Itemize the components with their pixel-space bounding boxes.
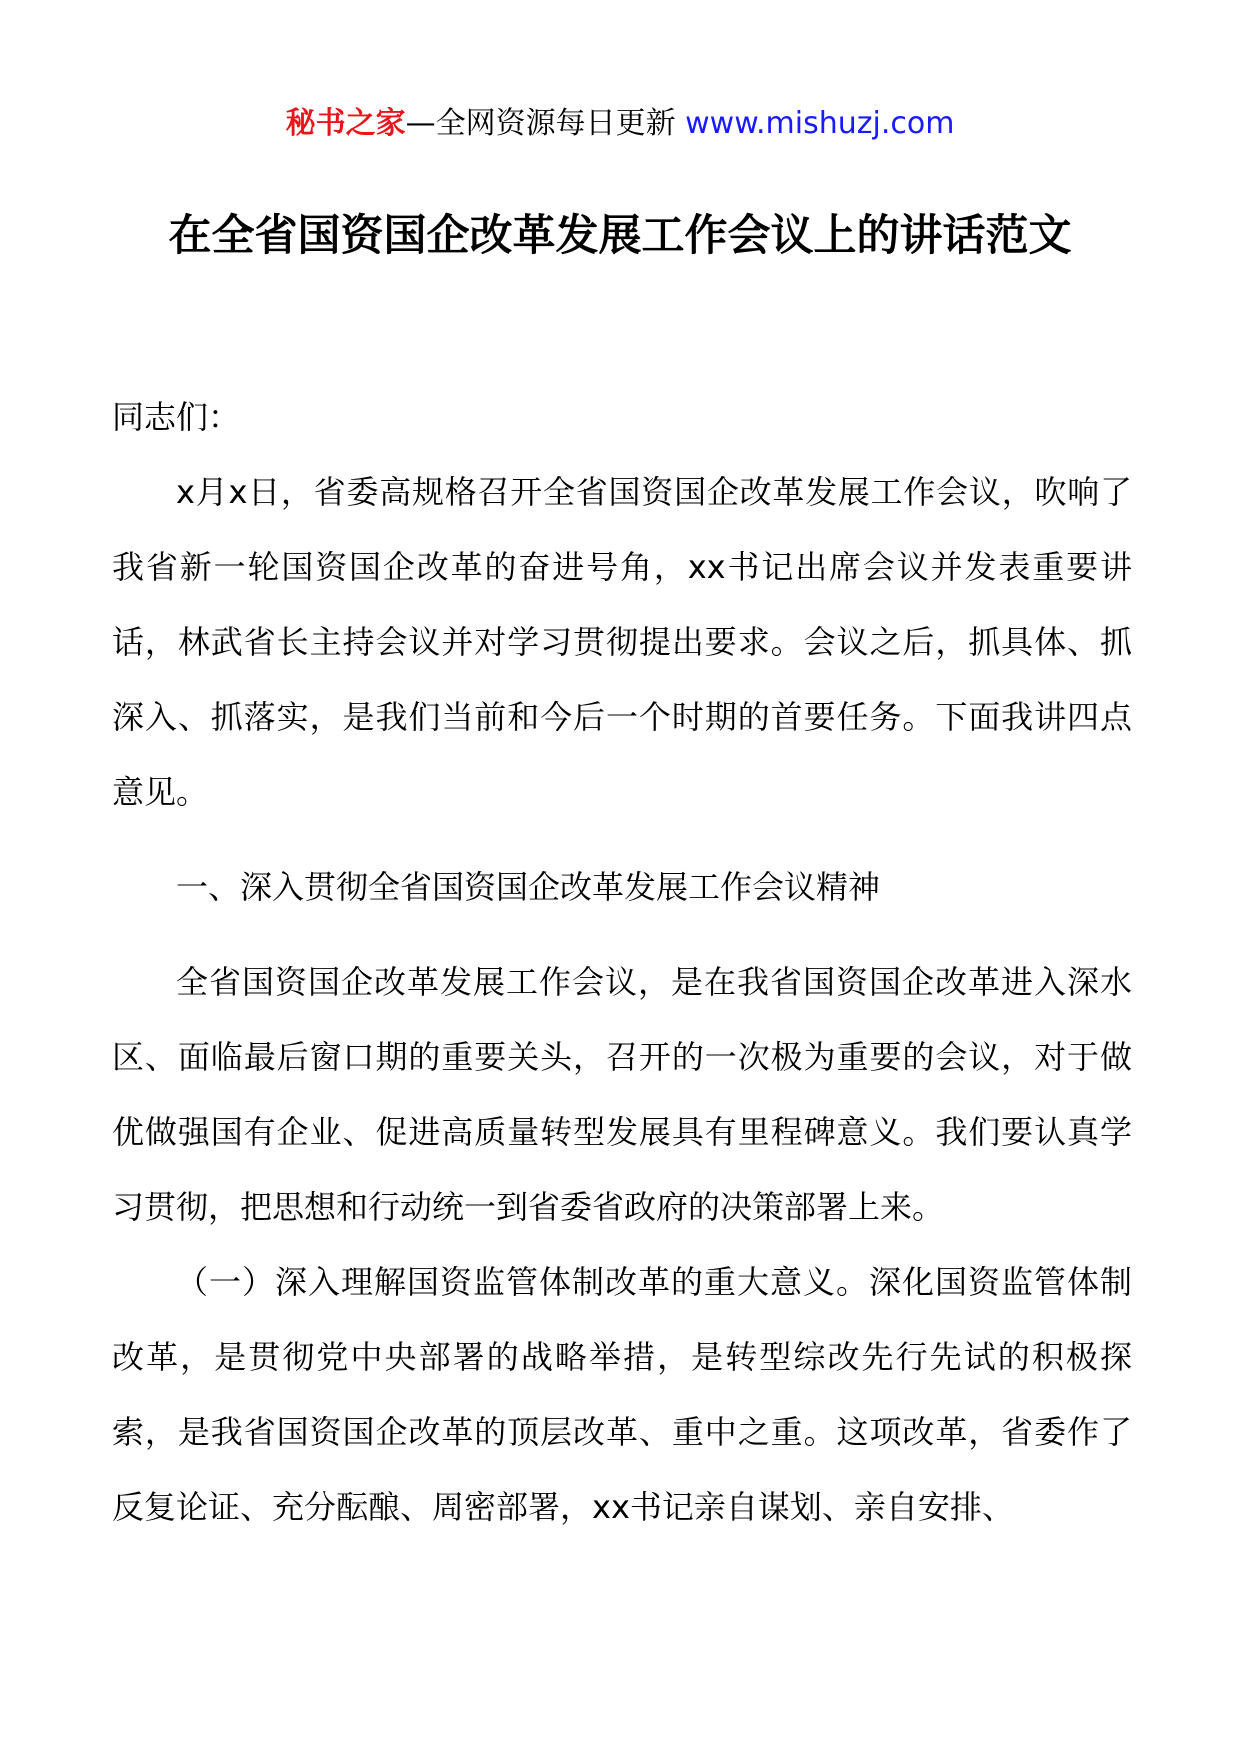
paragraph-section-1: 全省国资国企改革发展工作会议，是在我省国资国企改革进入深水区、面临最后窗口期的重要关头，召开的一次极为重要的会议，对于做优做强国有企业、促进高质量转型发展具有里程碑意义。我们要认真学习贯彻，把思想和行动统一到省委省政府的决策部署上来。: [112, 963, 1132, 1226]
site-url[interactable]: www.mishuzj.com: [685, 106, 955, 141]
document-title: 在全省国资国企改革发展工作会议上的讲话范文: [168, 211, 1072, 261]
paragraph-intro: x月x日，省委高规格召开全省国资国企改革发展工作会议，吹响了我省新一轮国资国企改革的奋进号角，xx书记出席会议并发表重要讲话，林武省长主持会议并对学习贯彻提出要求。会议之后，抓具体、抓深入、抓落实，是我们当前和今后一个时期的首要任务。下面我讲四点意见。: [112, 473, 1132, 811]
header-tagline: —全网资源每日更新: [405, 106, 686, 141]
brand-name: 秘书之家: [285, 106, 406, 141]
section-heading-1: 一、深入贯彻全省国资国企改革发展工作会议精神: [176, 868, 881, 906]
salutation: 同志们：: [112, 398, 241, 436]
site-header: [0, 104, 1240, 144]
document-body: [112, 380, 1132, 1545]
paragraph-subsection-1: （一）深入理解国资监管体制改革的重大意义。深化国资监管体制改革，是贯彻党中央部署的战略举措，是转型综改先行先试的积极探索，是我省国资国企改革的顶层改革、重中之重。这项改革，省委作了反复论证、充分酝酿、周密部署，xx书记亲自谋划、亲自安排、: [112, 1263, 1132, 1526]
